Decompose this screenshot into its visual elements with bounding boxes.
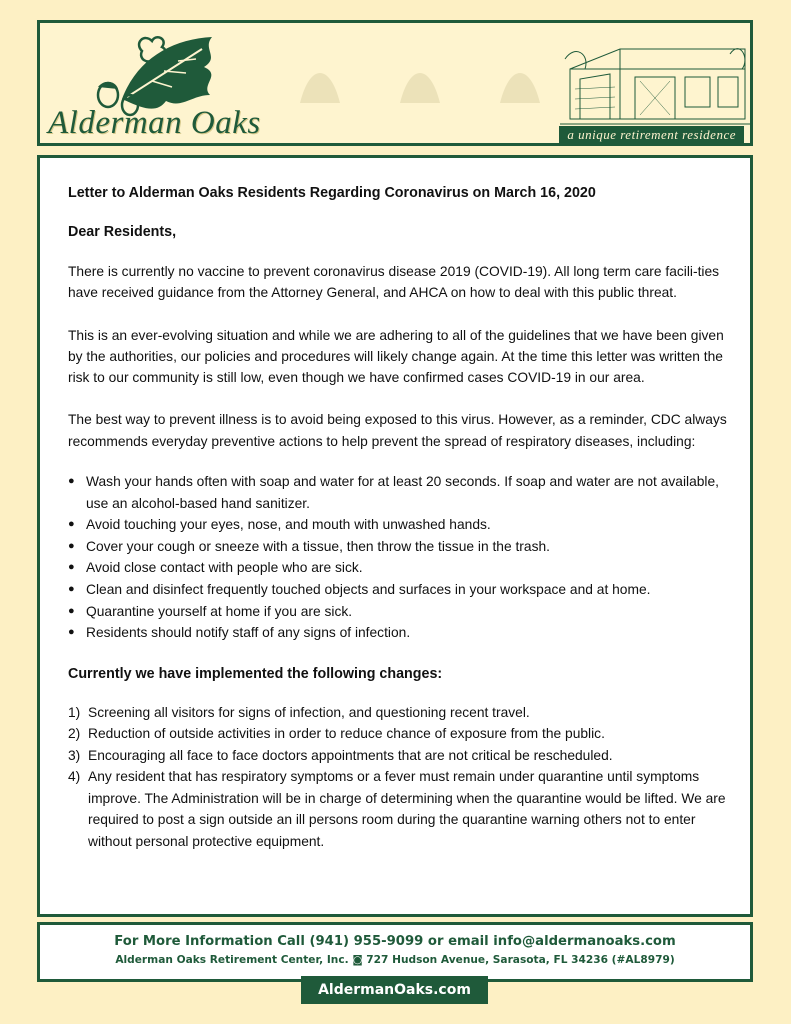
postal-address: Alderman Oaks Retirement Center, Inc. ◙ 727 Hudson Avenue, Sarasota, FL 34236 (#AL8979) bbox=[115, 954, 675, 966]
list-item: ● Wash your hands often with soap and water for at least 20 seconds. If soap and water are not available, use an alcohol-based hand sanitizer. bbox=[68, 471, 728, 514]
list-number: 2) bbox=[68, 726, 81, 742]
list-item bbox=[68, 766, 728, 852]
oak-watermark-pattern bbox=[290, 53, 590, 123]
building-sketch-icon bbox=[560, 29, 750, 129]
list-item: ● Clean and disinfect frequently touched objects and surfaces in your workspace and at home. bbox=[68, 579, 728, 601]
changes-list bbox=[68, 702, 728, 853]
list-item bbox=[68, 723, 728, 745]
paragraph: There is currently no vaccine to prevent coronavirus disease 2019 (COVID-19). All long term care facili-ties have received guidance from the Attorney General, and AHCA on how to deal with this public threat. bbox=[68, 264, 720, 301]
letter-greeting: Dear Residents, bbox=[68, 224, 177, 240]
list-item-text: Screening all visitors for signs of infection, and questioning recent travel. bbox=[88, 704, 530, 720]
list-number: 1) bbox=[68, 704, 81, 720]
prevention-list bbox=[68, 471, 728, 644]
list-item: ● Avoid touching your eyes, nose, and mouth with unwashed hands. bbox=[68, 514, 728, 536]
contact-info: For More Information Call (941) 955-9099 or email info@aldermanoaks.com bbox=[114, 934, 676, 949]
list-item-text: Encouraging all face to face doctors appointments that are not critical be rescheduled. bbox=[88, 747, 613, 763]
changes-heading: Currently we have implemented the following changes: bbox=[68, 665, 443, 682]
list-item: ● Residents should notify staff of any signs of infection. bbox=[68, 622, 728, 644]
list-item-text: Any resident that has respiratory symptoms or a fever must remain under quarantine until symptoms improve. The Administration will be in charge of determining when the quarantine would be lifted. We are required to post a sign outside an ill persons room during the quarantine warning others not to enter without personal protective equipment. bbox=[88, 769, 726, 849]
list-item: ● Avoid close contact with people who are sick. bbox=[68, 557, 728, 579]
paragraph: This is an ever-evolving situation and while we are adhering to all of the guidelines that we have been given by the authorities, our policies and procedures will likely change again. At the time this letter was written the risk to our community is still low, even though we have confirmed cases COVID-19 in our area. bbox=[68, 327, 724, 386]
tagline: a unique retirement residence bbox=[559, 126, 744, 144]
website-link[interactable]: AldermanOaks.com bbox=[301, 976, 488, 1004]
list-item bbox=[68, 702, 728, 724]
list-item: ● Quarantine yourself at home if you are sick. bbox=[68, 601, 728, 623]
list-item: ● Cover your cough or sneeze with a tissue, then throw the tissue in the trash. bbox=[68, 536, 728, 558]
list-item-text: Reduction of outside activities in order to reduce chance of exposure from the public. bbox=[88, 726, 605, 742]
letterhead-banner bbox=[37, 20, 753, 146]
paragraph: The best way to prevent illness is to avoid being exposed to this virus. However, as a reminder, CDC always recommends everyday preventive actions to help prevent the spread of respiratory diseases, including: bbox=[68, 412, 727, 449]
contact-footer bbox=[37, 922, 753, 982]
list-number: 3) bbox=[68, 747, 81, 763]
list-number: 4) bbox=[68, 769, 81, 785]
logo-wordmark: Alderman Oaks bbox=[48, 105, 261, 141]
list-item bbox=[68, 745, 728, 767]
letter-body bbox=[37, 155, 753, 917]
letter-title: Letter to Alderman Oaks Residents Regarding Coronavirus on March 16, 2020 bbox=[68, 185, 596, 201]
